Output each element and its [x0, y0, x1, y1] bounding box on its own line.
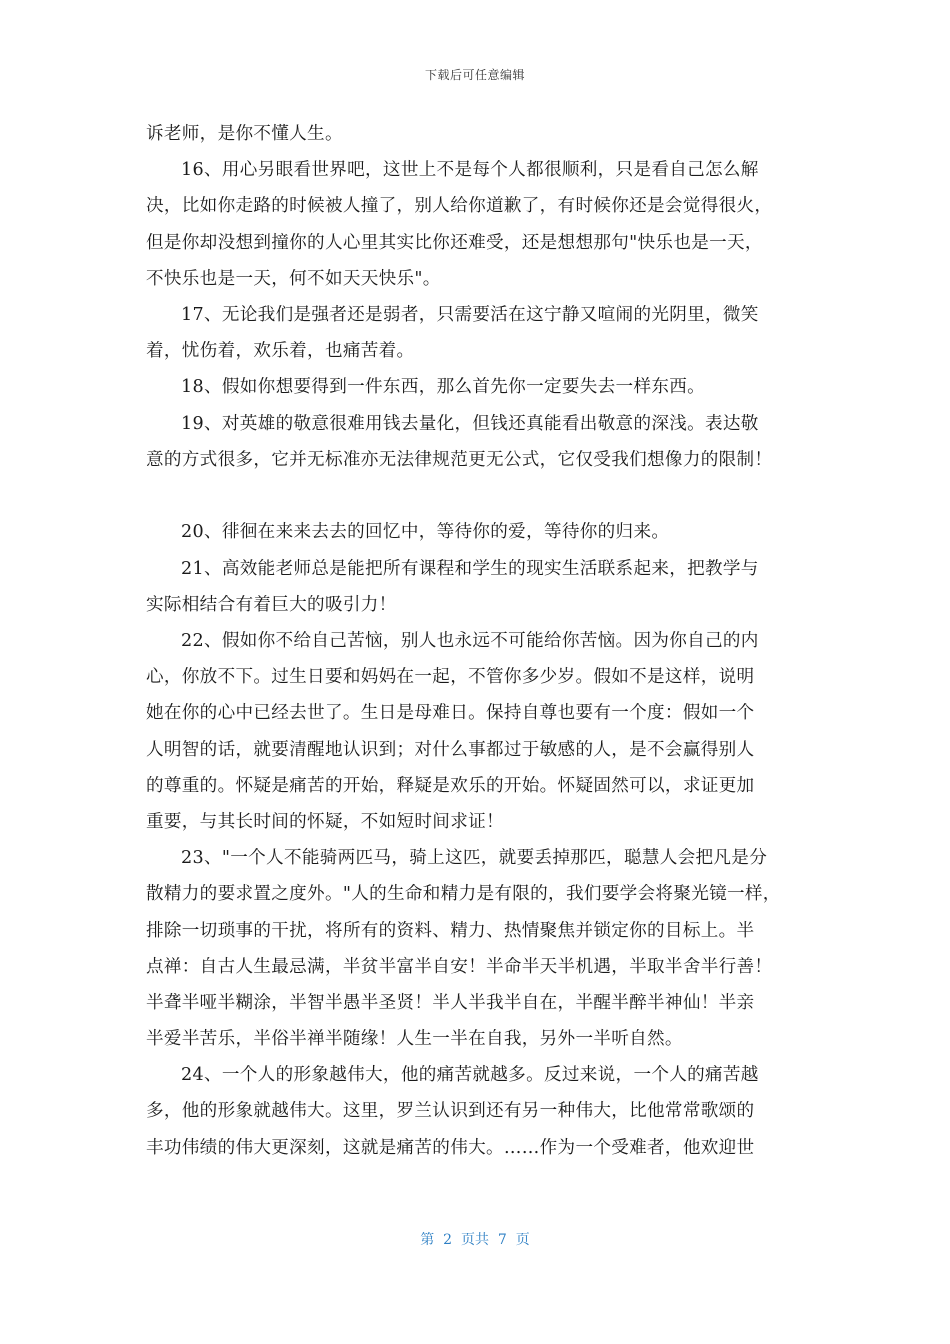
text-line: 的尊重的。怀疑是痛苦的开始，释疑是欢乐的开始。怀疑固然可以，求证更加 — [146, 775, 755, 796]
paragraph-24-line: 24、一个人的形象越伟大，他的痛苦就越多。反过来说，一个人的痛苦越 — [181, 1065, 759, 1086]
paragraph-20-line: 20、徘徊在来来去去的回忆中，等待你的爱，等待你的归来。 — [181, 522, 670, 543]
paragraph-16-line: 16、用心另眼看世界吧，这世上不是每个人都很顺利，只是看自己怎么解 — [181, 160, 759, 181]
text-line: 排除一切琐事的干扰，将所有的资料、精力、热情聚焦并锁定你的目标上。半 — [146, 920, 755, 941]
text-line: 实际相结合有着巨大的吸引力！ — [146, 594, 397, 615]
text-line: 但是你却没想到撞你的人心里其实比你还难受，还是想想那句"快乐也是一天， — [146, 232, 763, 253]
text-line: 半聋半哑半糊涂，半智半愚半圣贤！半人半我半自在，半醒半醉半神仙！半亲 — [146, 992, 755, 1013]
text-line: 意的方式很多，它并无标准亦无法律规范更无公式，它仅受我们想像力的限制！ — [146, 449, 773, 470]
text-line: 她在你的心中已经去世了。生日是母难日。保持自尊也要有一个度：假如一个 — [146, 703, 755, 724]
text-line: 着，忧伤着，欢乐着，也痛苦着。 — [146, 341, 415, 362]
blank-space — [146, 478, 836, 515]
text-line: 不快乐也是一天，何不如天天快乐"。 — [146, 268, 441, 289]
text-line: 丰功伟绩的伟大更深刻，这就是痛苦的伟大。……作为一个受难者，他欢迎世 — [146, 1137, 755, 1158]
document-body — [146, 116, 836, 1166]
page-footer: 第 2 页共 7 页 — [420, 1232, 530, 1248]
text-line: 决，比如你走路的时候被人撞了，别人给你道歉了，有时候你还是会觉得很火， — [146, 196, 773, 217]
text-line: 散精力的要求置之度外。"人的生命和精力是有限的，我们要学会将聚光镜一样， — [146, 884, 781, 905]
text-line: 重要，与其长时间的怀疑，不如短时间求证！ — [146, 811, 504, 832]
text-line: 诉老师，是你不懂人生。 — [146, 124, 343, 144]
paragraph-21-line: 21、高效能老师总是能把所有课程和学生的现实生活联系起来，把教学与 — [181, 558, 759, 579]
paragraph-19-line: 19、对英雄的敬意很难用钱去量化，但钱还真能看出敬意的深浅。表达敬 — [181, 413, 759, 434]
text-line: 心，你放不下。过生日要和妈妈在一起，不管你多少岁。假如不是这样，说明 — [146, 667, 755, 688]
text-line: 半爱半苦乐，半俗半禅半随缘！人生一半在自我，另外一半听自然。 — [146, 1029, 683, 1050]
text-line: 人明智的话，就要清醒地认识到；对什么事都过于敏感的人，是不会赢得别人 — [146, 739, 755, 760]
paragraph-18-line: 18、假如你想要得到一件东西，那么首先你一定要失去一样东西。 — [181, 377, 706, 398]
page-header: 下载后可任意编辑 — [424, 68, 525, 82]
text-line: 多，他的形象就越伟大。这里，罗兰认识到还有另一种伟大，比他常常歌颂的 — [146, 1101, 755, 1122]
paragraph-23-line: 23、"一个人不能骑两匹马，骑上这匹，就要丢掉那匹，聪慧人会把凡是分 — [181, 848, 768, 869]
paragraph-22-line: 22、假如你不给自己苦恼，别人也永远不可能给你苦恼。因为你自己的内 — [181, 631, 759, 652]
paragraph-17-line: 17、无论我们是强者还是弱者，只需要活在这宁静又喧闹的光阴里，微笑 — [181, 304, 759, 325]
text-line: 点禅：自古人生最忌满，半贫半富半自安！半命半天半机遇，半取半舍半行善！ — [146, 956, 773, 977]
